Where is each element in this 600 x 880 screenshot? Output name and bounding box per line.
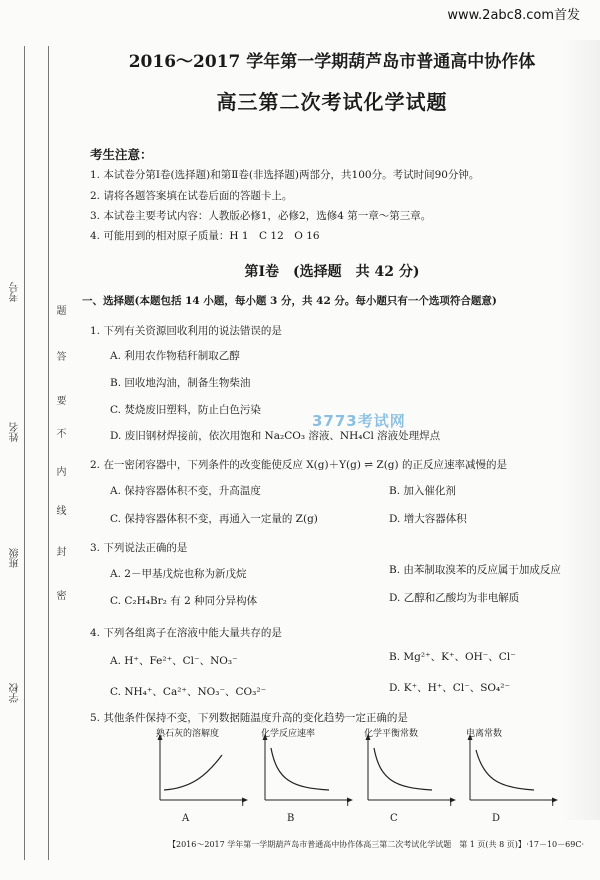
question-5-stem: 5. 其他条件保持不变，下列数据随温度升高的变化趋势一定正确的是 xyxy=(90,712,408,724)
graph-d xyxy=(462,729,562,824)
notice-item: 3. 本试卷主要考试内容：人教版必修1，必修2，选修4 第一章～第三章。 xyxy=(90,210,432,222)
name-label: 姓名 xyxy=(10,422,21,442)
seal-char-7: 封 xyxy=(54,546,65,556)
question-4-option-a: A. H⁺、Fe²⁺、Cl⁻、NO₃⁻ xyxy=(110,655,238,667)
question-3-option-c: C. C₂H₄Br₂ 有 2 种同分异构体 xyxy=(110,595,258,607)
graph-b xyxy=(257,729,357,824)
graph-c-y-label: 化学平衡常数 xyxy=(364,729,419,739)
graph-b-y-label: 化学反应速率 xyxy=(261,729,316,739)
graph-d-y-label: 电离常数 xyxy=(466,729,503,739)
question-1-option-a: A. 利用农作物秸秆制取乙醇 xyxy=(110,350,240,362)
question-2-option-d: D. 增大容器体积 xyxy=(389,513,467,525)
paper-code: ·17－10－69C· xyxy=(526,840,584,849)
graph-c xyxy=(360,729,460,824)
notice-item: 4. 可能用到的相对原子质量：H 1 C 12 O 16 xyxy=(90,230,320,242)
question-1-stem: 1. 下列有关资源回收利用的说法错误的是 xyxy=(90,325,282,337)
question-3-stem: 3. 下列说法正确的是 xyxy=(90,542,188,554)
binding-line-inner xyxy=(48,46,49,860)
question-3-option-d: D. 乙醇和乙酸均为非电解质 xyxy=(389,592,520,604)
graph-b-x-label: T xyxy=(345,799,351,809)
exam-title-line2: 高三第二次考试化学试题 xyxy=(216,90,448,114)
seal-char-6: 线 xyxy=(54,505,65,515)
graph-b-letter: B xyxy=(287,813,295,824)
section-instructions: 一、选择题(本题包括 14 小题，每小题 3 分，共 42 分。每小题只有一个选项符合题意) xyxy=(82,295,497,307)
graph-a-y-label: 熟石灰的溶解度 xyxy=(156,729,220,739)
seal-char-5: 内 xyxy=(54,466,65,476)
question-1-option-d: D. 废旧钢材焊接前，依次用饱和 Na₂CO₃ 溶液、NH₄Cl 溶液处理焊点 xyxy=(110,430,441,442)
question-2-option-b: B. 加入催化剂 xyxy=(389,485,456,497)
graph-c-letter: C xyxy=(390,813,398,824)
question-4-option-d: D. K⁺、H⁺、Cl⁻、SO₄²⁻ xyxy=(389,682,511,694)
seal-char-8: 密 xyxy=(54,590,65,600)
seal-char-4: 不 xyxy=(54,428,65,438)
seal-char-3: 要 xyxy=(54,395,65,405)
exam-title-line1: 2016～2017 学年第一学期葫芦岛市普通高中协作体 xyxy=(128,52,536,72)
graph-a-letter: A xyxy=(182,813,190,824)
question-1-option-c: C. 焚烧废旧塑料，防止白色污染 xyxy=(110,404,261,416)
binding-line-outer xyxy=(24,46,25,860)
question-2-option-c: C. 保持容器体积不变，再通入一定量的 Z(g) xyxy=(110,513,318,525)
question-3-option-a: A. 2－甲基戊烷也称为新戊烷 xyxy=(110,568,247,580)
school-label: 学校 xyxy=(10,683,21,703)
graph-d-x-label: T xyxy=(550,799,556,809)
page-footer: 【2016～2017 学年第一学期葫芦岛市普通高中协作体高三第二次考试化学试题 第 1 页(共 8 页)】 xyxy=(168,840,526,849)
graph-a xyxy=(152,729,252,824)
notice-item: 2. 请将各题答案填在试卷后面的答题卡上。 xyxy=(90,190,293,202)
question-2-stem: 2. 在一密闭容器中，下列条件的改变能使反应 X(g)＋Y(g) ⇌ Z(g) 的正反应速率减慢的是 xyxy=(90,459,507,471)
notice-item: 1. 本试卷分第Ⅰ卷(选择题)和第Ⅱ卷(非选择题)两部分，共100分。考试时间90分钟。 xyxy=(90,169,480,181)
graph-a-x-label: T xyxy=(240,799,246,809)
notice-heading: 考生注意： xyxy=(90,147,153,162)
seal-char-2: 答 xyxy=(54,351,65,361)
graph-d-letter: D xyxy=(492,813,501,824)
exam-content xyxy=(82,0,582,880)
watermark-stamp: 3773考试网 xyxy=(312,412,406,430)
question-2-option-a: A. 保持容器体积不变，升高温度 xyxy=(110,485,261,497)
graph-c-x-label: T xyxy=(448,799,454,809)
question-4-option-c: C. NH₄⁺、Ca²⁺、NO₃⁻、CO₃²⁻ xyxy=(110,686,267,698)
class-label: 班级 xyxy=(10,548,21,568)
question-4-option-b: B. Mg²⁺、K⁺、OH⁻、Cl⁻ xyxy=(389,651,516,663)
question-4-stem: 4. 下列各组离子在溶液中能大量共存的是 xyxy=(90,627,282,639)
section-heading: 第Ⅰ卷 (选择题 共 42 分) xyxy=(244,264,420,280)
exam-number-label: 考号 xyxy=(10,282,21,302)
question-1-option-b: B. 回收地沟油，制备生物柴油 xyxy=(110,377,251,389)
seal-char-1: 题 xyxy=(54,305,65,315)
site-watermark: www.2abc8.com首发 xyxy=(447,8,580,23)
question-3-option-b: B. 由苯制取溴苯的反应属于加成反应 xyxy=(389,564,561,576)
